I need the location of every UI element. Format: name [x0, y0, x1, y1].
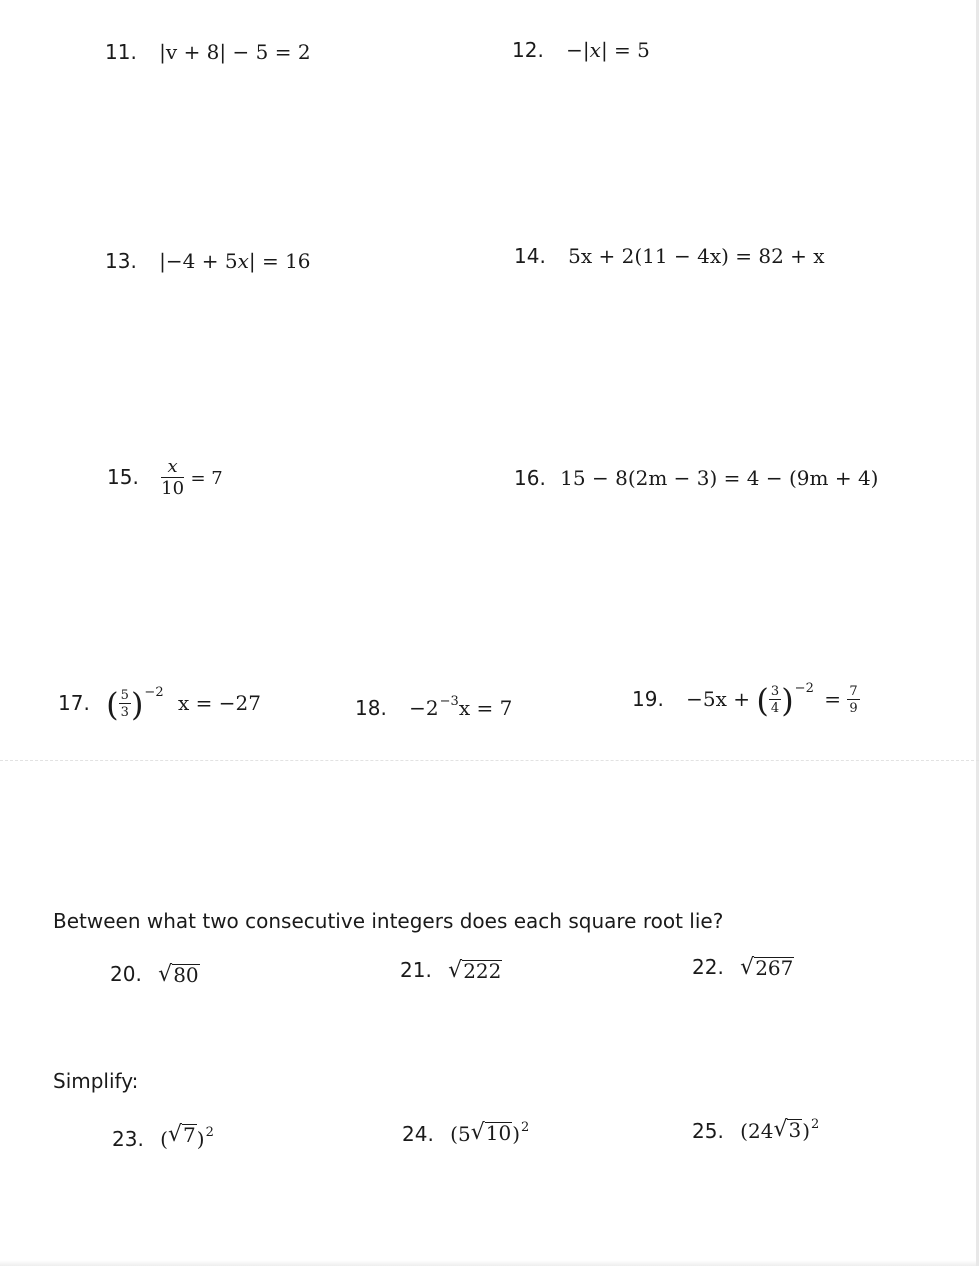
equation: ( 5 √ 10 )$^2$: [450, 1120, 530, 1146]
square-root: √ 7: [167, 1122, 196, 1147]
equation: −|x| = 5: [566, 38, 650, 62]
problem-number: 23.: [112, 1127, 144, 1151]
equation: |−4 + 5x| = 16: [159, 249, 311, 273]
problem-16: [514, 468, 878, 488]
fraction: $\frac{5}{3}$: [120, 688, 129, 720]
square-root: √ 80: [158, 962, 199, 987]
problem-number: 12.: [512, 38, 544, 62]
equation: |v + 8| − 5 = 2: [159, 40, 311, 64]
problem-21: [400, 958, 502, 982]
problem-number: 17.: [58, 690, 90, 715]
square-root: √ 222: [448, 958, 502, 983]
problem-24: [402, 1120, 529, 1144]
equation: ( √ 7 )$^2$: [160, 1122, 214, 1151]
problem-14: [514, 246, 825, 266]
problem-11: [105, 42, 311, 62]
problem-25: [692, 1117, 819, 1141]
problem-number: 15.: [107, 464, 139, 489]
problem-number: 11.: [105, 40, 137, 64]
equation: ( 24 √ 3 )$^2$: [740, 1117, 820, 1143]
equation: 5x + 2(11 − 4x) = 82 + x: [568, 244, 825, 268]
problem-number: 22.: [692, 955, 724, 979]
problem-number: 13.: [105, 249, 137, 273]
problem-23: [112, 1122, 214, 1149]
problem-number: 24.: [402, 1122, 434, 1146]
problem-number: 18.: [355, 696, 387, 720]
fraction: $\frac{7}{9}$: [849, 684, 858, 716]
problem-12: [512, 40, 650, 60]
problem-18: [355, 694, 513, 720]
problem-15: [107, 458, 223, 498]
problem-number: 20.: [110, 962, 142, 986]
fraction: $\frac{x}{10}$: [161, 456, 185, 499]
section-heading-roots: Between what two consecutive integers does each square root lie?: [53, 909, 724, 933]
equation: $-2^{-3}x = 7$: [409, 694, 513, 720]
problem-number: 16.: [514, 466, 546, 490]
problem-number: 14.: [514, 244, 546, 268]
problem-13: [105, 251, 311, 271]
problem-19: [632, 680, 860, 719]
fraction: $\frac{3}{4}$: [770, 684, 780, 716]
page-bottom-edge: [0, 1260, 979, 1266]
problem-number: 21.: [400, 958, 432, 982]
square-root: 24 √ 3: [747, 1117, 802, 1143]
fold-line: [0, 760, 979, 761]
problem-20: [110, 962, 200, 986]
problem-number: 19.: [632, 686, 664, 711]
equation: ( $\frac{5}{3}$ )$^{-2}$ x = −27: [106, 684, 261, 723]
equation: $\frac{x}{10}$ = 7: [161, 456, 223, 499]
section-heading-simplify: Simplify:: [53, 1069, 139, 1093]
square-root: √ 267: [740, 955, 794, 980]
equation: 15 − 8(2m − 3) = 4 − (9m + 4): [560, 466, 879, 490]
problem-number: 25.: [692, 1119, 724, 1143]
square-root: 5 √ 10: [457, 1120, 512, 1146]
problem-17: [58, 684, 261, 723]
equation: −5x + ( $\frac{3}{4}$ )$^{-2}$ = $\frac{7}{9}$: [686, 680, 858, 719]
problem-22: [692, 955, 794, 979]
